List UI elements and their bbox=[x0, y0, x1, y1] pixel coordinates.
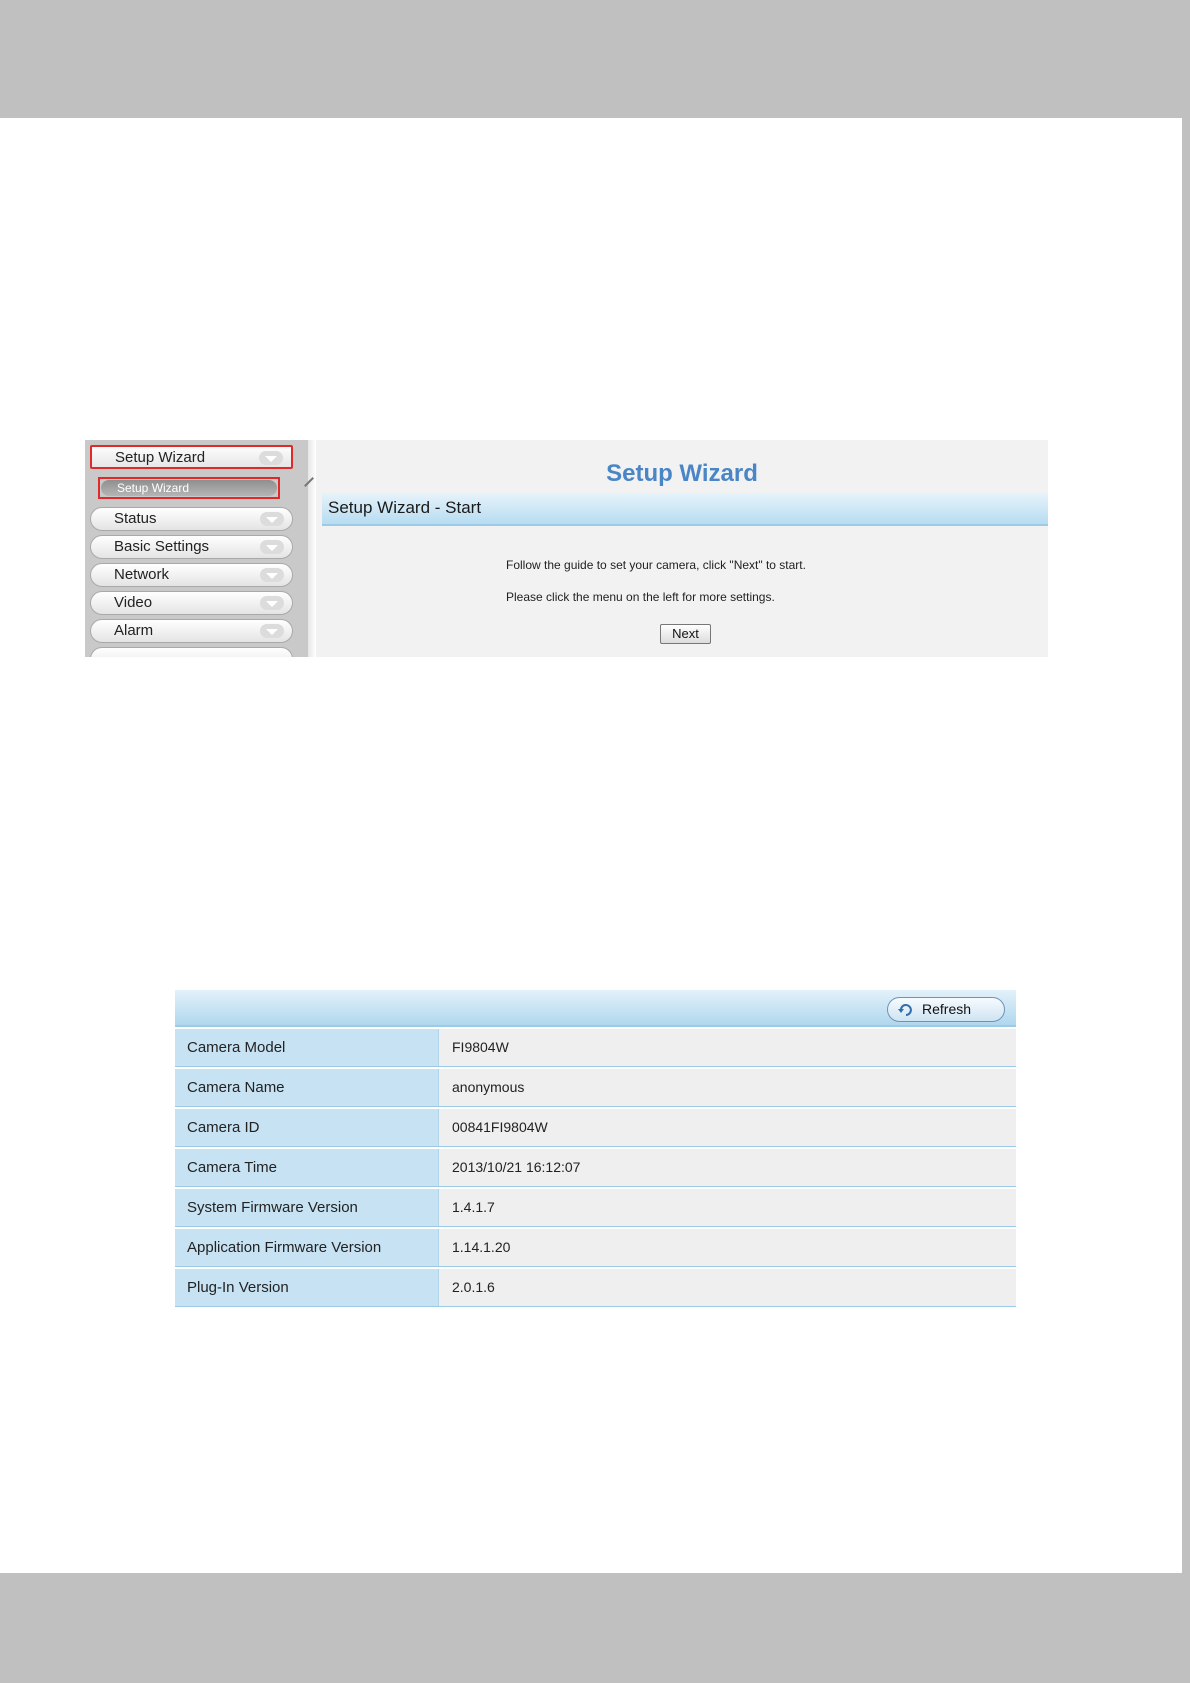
sidebar-item-label: Basic Settings bbox=[114, 538, 210, 555]
status-header-bar bbox=[175, 990, 1016, 1027]
sidebar-item-status[interactable] bbox=[90, 507, 293, 531]
table-row bbox=[175, 1029, 1016, 1067]
refresh-label: Refresh bbox=[922, 1001, 972, 1017]
sidebar-item-label: Video bbox=[114, 594, 153, 611]
table-row bbox=[175, 1069, 1016, 1107]
chevron-down-icon bbox=[260, 624, 284, 638]
row-label: Camera ID bbox=[175, 1109, 439, 1146]
chevron-down-icon bbox=[260, 568, 284, 582]
sidebar-item-basic-settings[interactable] bbox=[90, 535, 293, 559]
sidebar-item-label: Setup Wizard bbox=[115, 449, 206, 466]
table-row bbox=[175, 1149, 1016, 1187]
chevron-down-icon bbox=[260, 540, 284, 554]
sidebar-menu bbox=[85, 440, 308, 657]
next-button[interactable]: Next bbox=[660, 624, 711, 644]
device-status-screenshot bbox=[175, 990, 1016, 1311]
page-header-band bbox=[0, 0, 1190, 118]
row-value: 2013/10/21 16:12:07 bbox=[439, 1149, 1016, 1186]
row-value: 1.4.1.7 bbox=[439, 1189, 1016, 1226]
table-row bbox=[175, 1269, 1016, 1307]
page-edge-strip bbox=[1182, 0, 1190, 1683]
sidebar-item-partial[interactable] bbox=[90, 647, 293, 657]
table-row bbox=[175, 1109, 1016, 1147]
sidebar-item-network[interactable] bbox=[90, 563, 293, 587]
setup-wizard-screenshot bbox=[85, 440, 1048, 657]
chevron-down-icon bbox=[259, 451, 283, 465]
sidebar-item-alarm[interactable] bbox=[90, 619, 293, 643]
row-value: FI9804W bbox=[439, 1029, 1016, 1066]
page-title: Setup Wizard bbox=[606, 460, 758, 487]
submenu-item-setup-wizard[interactable] bbox=[98, 477, 280, 499]
refresh-button[interactable] bbox=[887, 997, 1005, 1022]
row-label: Camera Time bbox=[175, 1149, 439, 1186]
page-footer-band bbox=[0, 1573, 1190, 1683]
sidebar-divider bbox=[308, 440, 316, 657]
refresh-icon bbox=[898, 1003, 914, 1016]
row-label: System Firmware Version bbox=[175, 1189, 439, 1226]
sidebar-item-video[interactable] bbox=[90, 591, 293, 615]
row-label: Plug-In Version bbox=[175, 1269, 439, 1306]
chevron-down-icon bbox=[260, 512, 284, 526]
section-header: Setup Wizard - Start bbox=[322, 493, 1048, 526]
table-row bbox=[175, 1189, 1016, 1227]
row-value: 1.14.1.20 bbox=[439, 1229, 1016, 1266]
sidebar-item-label: Network bbox=[114, 566, 170, 583]
row-value: 2.0.1.6 bbox=[439, 1269, 1016, 1306]
table-row bbox=[175, 1229, 1016, 1267]
submenu-item-label: Setup Wizard bbox=[101, 480, 277, 496]
row-value: 00841FI9804W bbox=[439, 1109, 1016, 1146]
wizard-main-panel bbox=[316, 440, 1048, 657]
guide-text-line-1: Follow the guide to set your camera, click "Next" to start. bbox=[506, 558, 806, 572]
row-label: Camera Model bbox=[175, 1029, 439, 1066]
row-label: Camera Name bbox=[175, 1069, 439, 1106]
sidebar-item-setup-wizard[interactable] bbox=[90, 445, 293, 469]
row-value: anonymous bbox=[439, 1069, 1016, 1106]
sidebar-item-label: Status bbox=[114, 510, 157, 527]
sidebar-item-label: Alarm bbox=[114, 622, 154, 639]
guide-text-line-2: Please click the menu on the left for more settings. bbox=[506, 590, 775, 604]
chevron-down-icon bbox=[260, 596, 284, 610]
row-label: Application Firmware Version bbox=[175, 1229, 439, 1266]
